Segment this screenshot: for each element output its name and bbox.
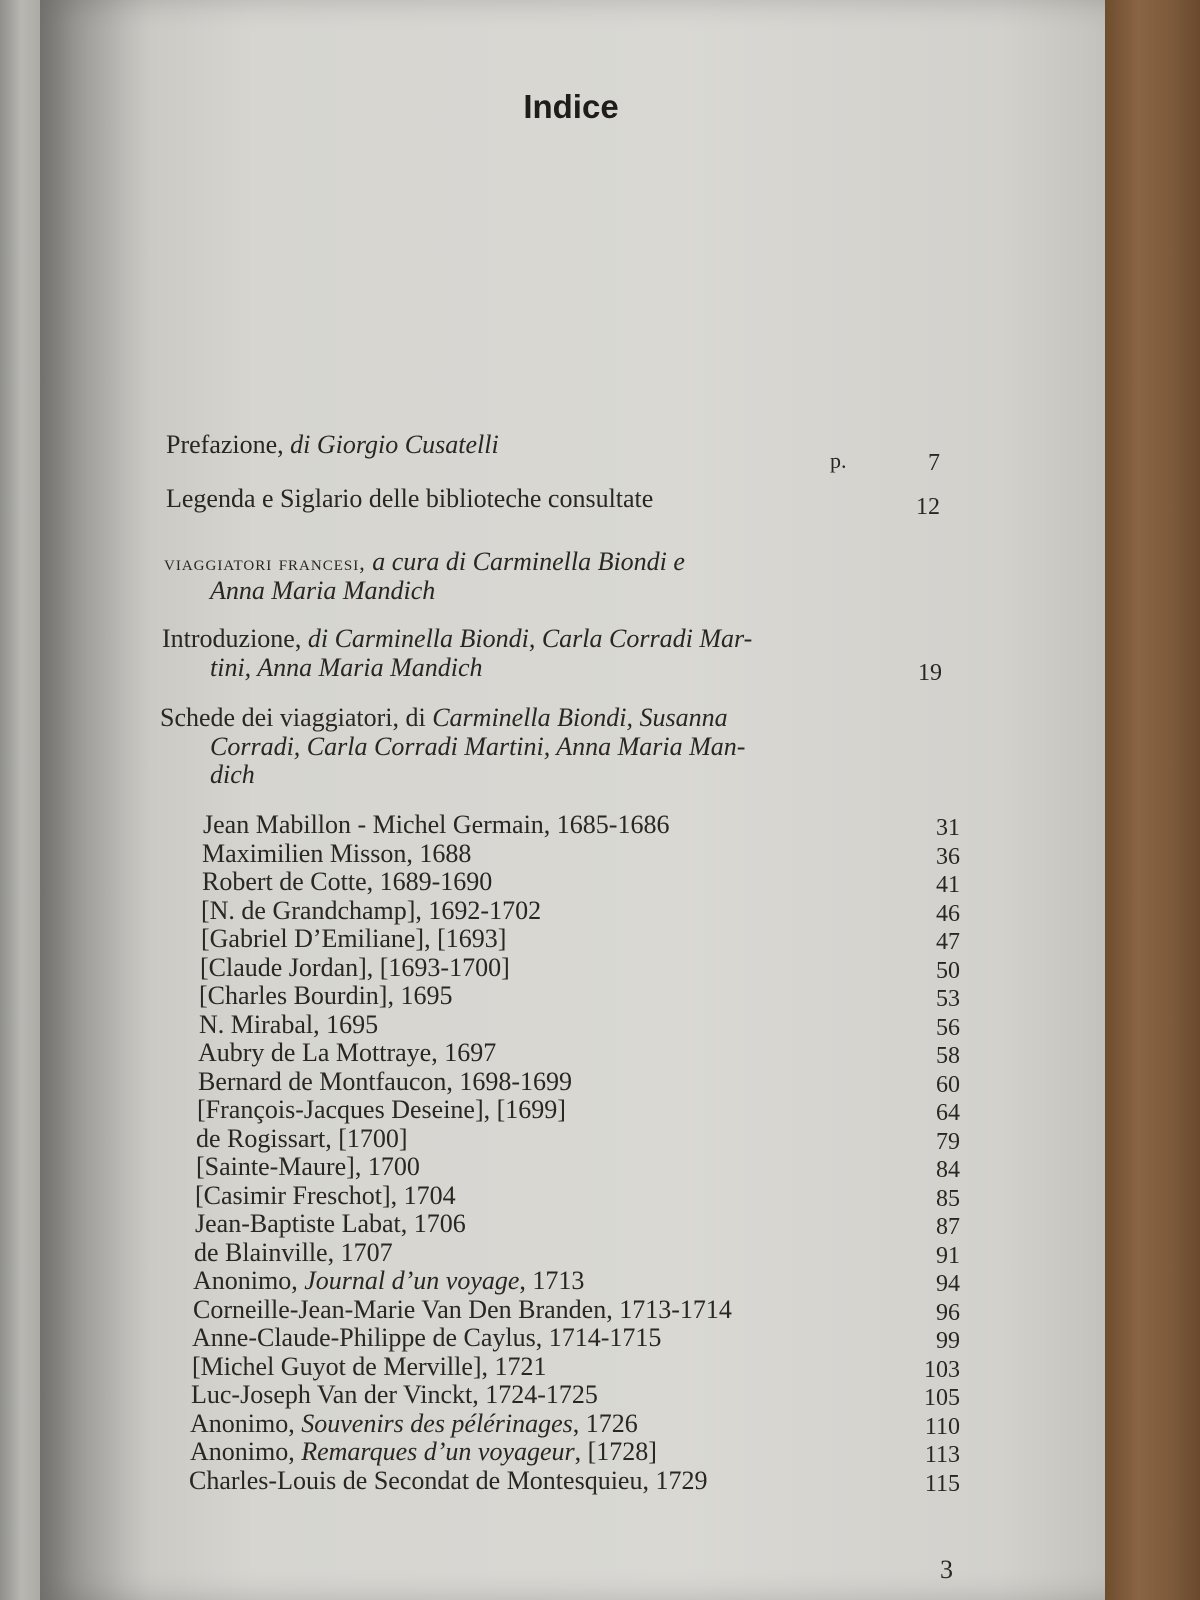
traveler-entry [190, 1437, 657, 1467]
entry-author: di Giorgio Cusatelli [290, 430, 499, 459]
traveler-name: [Claude Jordan], [1693-1700] [200, 952, 510, 982]
page-title: Indice [523, 88, 619, 125]
section-caps: viaggiatori francesi, [164, 550, 366, 575]
entry-text: Legenda e Siglario delle biblioteche consultate [166, 484, 654, 513]
traveler-entry [190, 1409, 638, 1439]
traveler-entry [196, 1152, 420, 1182]
traveler-entry [202, 867, 492, 897]
traveler-entry [200, 953, 510, 983]
traveler-name: Anonimo, [193, 1266, 305, 1295]
traveler-name: Aubry de La Mottraye, 1697 [198, 1038, 497, 1067]
traveler-entry [197, 1095, 566, 1125]
traveler-page-number: 94 [936, 1271, 960, 1297]
traveler-name: [Gabriel D’Emiliane], [1693] [201, 924, 507, 953]
traveler-name: Anonimo, [190, 1437, 302, 1466]
traveler-name: Anonimo, [190, 1408, 302, 1438]
wood-surface [1105, 0, 1200, 1600]
traveler-name: Corneille-Jean-Marie Van Den Branden, 1713-1714 [193, 1294, 732, 1324]
traveler-name: de Rogissart, [1700] [196, 1123, 408, 1153]
traveler-name: [François-Jacques Deseine], [1699] [197, 1095, 566, 1124]
traveler-name: Luc-Joseph Van der Vinckt, 1724-1725 [191, 1380, 598, 1409]
traveler-entry [201, 924, 506, 954]
entry-authors-line2: tini, Anna Maria Mandich [210, 653, 483, 682]
traveler-page-number: 115 [924, 1470, 960, 1497]
section-editors-line2: Anna Maria Mandich [210, 576, 436, 605]
traveler-entry [194, 1238, 393, 1268]
traveler-page-number: 47 [936, 929, 960, 955]
entry-authors-line3: dich [210, 760, 255, 789]
section-editors-line1: a cura di Carminella Biondi e [372, 547, 685, 576]
traveler-name: Bernard de Montfaucon, 1698-1699 [198, 1066, 573, 1096]
toc-entry-introduzione [162, 624, 752, 653]
traveler-page-number: 53 [936, 986, 960, 1012]
traveler-page-number: 46 [936, 900, 960, 927]
work-title: Souvenirs des pélérinages [301, 1408, 573, 1438]
traveler-page-number: 64 [936, 1100, 960, 1126]
traveler-entry [201, 896, 541, 926]
entry-text: Schede dei viaggiatori, di [160, 703, 433, 732]
traveler-entry [202, 839, 471, 869]
section-heading [164, 547, 685, 577]
traveler-name: Jean-Baptiste Labat, 1706 [195, 1209, 466, 1238]
traveler-page-number: 31 [936, 815, 960, 841]
toc-entry-prefazione [166, 430, 499, 459]
traveler-page-number: 105 [924, 1385, 960, 1411]
traveler-page-number: 84 [936, 1157, 960, 1183]
traveler-entry [192, 1323, 661, 1353]
traveler-entry [189, 1466, 707, 1496]
entry-text: Prefazione, [166, 430, 291, 459]
traveler-page-number: 99 [936, 1328, 960, 1354]
page-number: 12 [916, 494, 940, 520]
traveler-page-number: 60 [936, 1071, 960, 1098]
work-title: Remarques d’un voyageur [301, 1437, 575, 1466]
entry-text: Introduzione, [162, 624, 308, 653]
traveler-page-number: 91 [936, 1242, 960, 1269]
toc-entry-legenda [166, 484, 653, 513]
work-year: , [1728] [574, 1437, 657, 1466]
traveler-page-number: 50 [936, 957, 960, 984]
toc-entry-schede [160, 703, 728, 732]
traveler-entry [196, 1124, 408, 1154]
traveler-entry [195, 1209, 466, 1239]
traveler-name: de Blainville, 1707 [194, 1237, 393, 1267]
traveler-page-number: 79 [936, 1128, 960, 1155]
traveler-page-number: 103 [924, 1356, 960, 1383]
traveler-name: [Charles Bourdin], 1695 [199, 981, 453, 1010]
traveler-entry [198, 1067, 572, 1097]
page-number: 19 [918, 660, 942, 686]
traveler-entry [193, 1295, 732, 1325]
folio-number: 3 [940, 1555, 953, 1584]
toc-entry-introduzione-line2 [210, 653, 483, 682]
traveler-name: Robert de Cotte, 1689-1690 [202, 867, 493, 896]
traveler-name: [Sainte-Maure], 1700 [196, 1152, 420, 1181]
traveler-page-number: 56 [936, 1014, 960, 1041]
traveler-page-number: 96 [936, 1299, 960, 1326]
traveler-page-number: 41 [936, 872, 960, 898]
traveler-name: N. Mirabal, 1695 [199, 1009, 379, 1039]
traveler-name: Charles-Louis de Secondat de Montesquieu, 1729 [189, 1465, 708, 1495]
traveler-entry [192, 1352, 547, 1382]
toc-entry-schede-line2 [210, 732, 745, 761]
traveler-name: Anne-Claude-Philippe de Caylus, 1714-1715 [192, 1323, 662, 1352]
page-number: 7 [928, 450, 940, 476]
traveler-page-number: 85 [936, 1185, 960, 1212]
entry-authors-line1: Carminella Biondi, Susanna [432, 703, 728, 732]
traveler-entry [199, 1010, 378, 1040]
traveler-page-number: 36 [936, 843, 960, 870]
traveler-entry [199, 981, 452, 1011]
traveler-page-number: 113 [924, 1442, 960, 1468]
traveler-page-number: 110 [924, 1413, 960, 1440]
section-heading-line2 [210, 576, 435, 605]
traveler-page-number: 87 [936, 1214, 960, 1240]
traveler-page-number: 58 [936, 1043, 960, 1069]
work-year: , 1713 [519, 1266, 585, 1295]
traveler-entry [203, 810, 669, 840]
traveler-entry [191, 1380, 598, 1410]
traveler-name: Jean Mabillon - Michel Germain, 1685-1686 [203, 810, 670, 839]
toc-entry-schede-line3 [210, 760, 255, 789]
page-label: p. [830, 448, 847, 473]
traveler-entry [193, 1266, 584, 1296]
entry-authors-line1: di Carminella Biondi, Carla Corradi Mar- [307, 624, 753, 653]
work-year: , 1726 [572, 1408, 638, 1438]
traveler-entry [198, 1038, 496, 1068]
traveler-name: Maximilien Misson, 1688 [202, 838, 472, 868]
traveler-entry [195, 1181, 456, 1211]
entry-authors-line2: Corradi, Carla Corradi Martini, Anna Maria Man- [210, 732, 746, 761]
traveler-name: [Casimir Freschot], 1704 [195, 1180, 456, 1210]
traveler-name: [N. de Grandchamp], 1692-1702 [201, 895, 542, 925]
work-title: Journal d’un voyage [304, 1266, 520, 1295]
traveler-name: [Michel Guyot de Merville], 1721 [192, 1351, 547, 1381]
